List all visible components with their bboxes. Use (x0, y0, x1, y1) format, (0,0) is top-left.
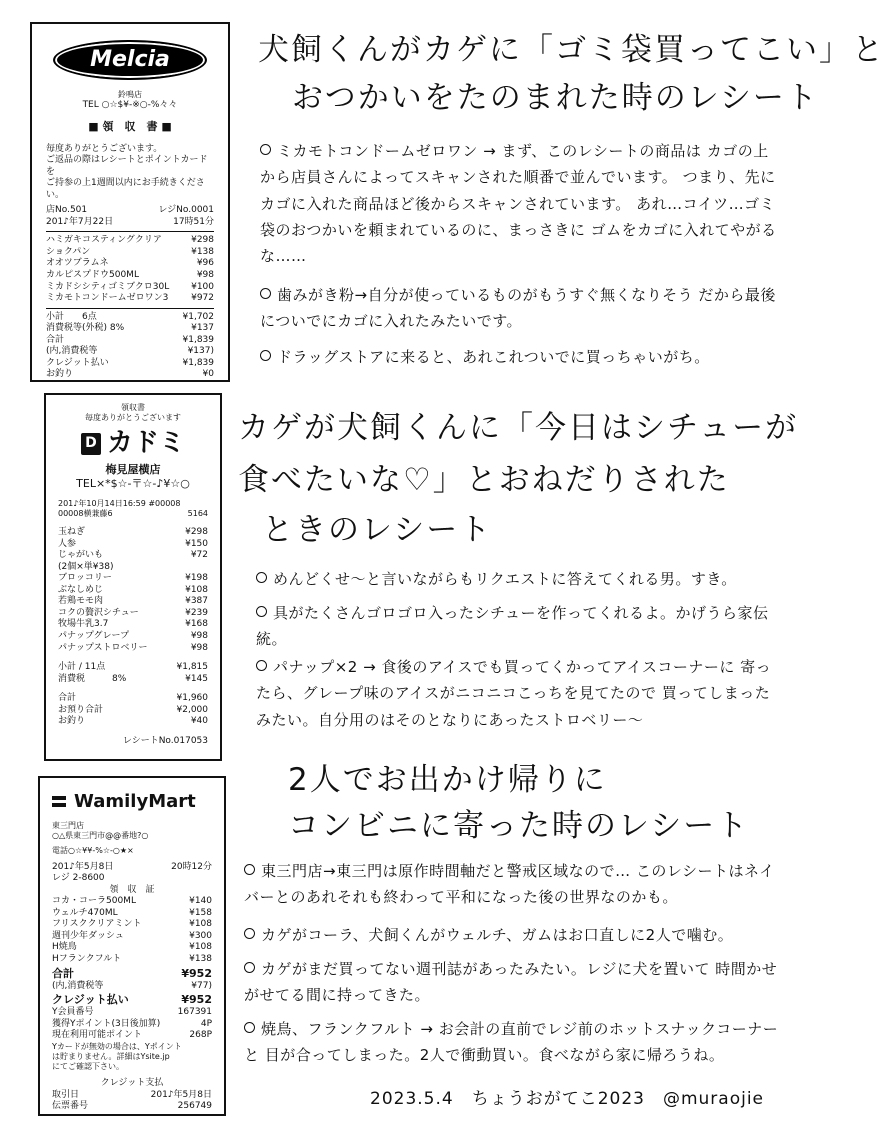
item-row (58, 562, 208, 574)
credit-detail-row (52, 1090, 212, 1102)
item-row-name: フリスククリアミント (52, 919, 142, 930)
item-row-name: コカ・コーラ500ML (52, 896, 136, 907)
branch: 梅見屋横店 (105, 462, 161, 476)
thanks-message: 毎度ありがとうございます (85, 413, 181, 423)
total-row-price: ¥1,702 (182, 311, 214, 322)
item-row-price: ¥150 (185, 538, 208, 549)
date-row: 201♪年5月8日 20時12分 (52, 861, 212, 872)
total-row-name: クレジット払い (46, 357, 109, 368)
item-row-name: 若鶏モモ肉 (58, 596, 104, 607)
item-row (46, 235, 214, 247)
points-list (52, 1007, 212, 1042)
wamily-stripes-icon (52, 796, 66, 807)
cashier-row: 00008横兼藤6 5164 (58, 509, 208, 519)
total-row (58, 716, 208, 728)
point-row (52, 1007, 212, 1019)
item-row (58, 527, 208, 539)
item-row-price: ¥98 (190, 631, 208, 641)
item-row-price: ¥138 (189, 953, 212, 964)
item-row-name: ブロッコリー (58, 573, 112, 584)
total-row (46, 346, 214, 358)
receipt-title: ■ 領 収 書 ■ (88, 119, 172, 133)
item-row (52, 908, 212, 920)
item-list (52, 896, 212, 965)
item-row (52, 896, 212, 908)
note-line: は貯まりません。詳細はYsite.jp (52, 1051, 170, 1061)
total-row-name: お釣り (58, 716, 86, 727)
kadomi-logo: D カドミ (58, 427, 208, 460)
section1-note-3: ドラッグストアに来ると、あれこれついでに買っちゃいがち。 (260, 344, 780, 370)
total-row (46, 358, 214, 370)
receipt-wamilymart (38, 776, 226, 1116)
section3-note-2: カゲがコーラ、犬飼くんがウェルチ、ガムはお口直しに2人で噛む。 (244, 922, 784, 948)
credit-row: クレジット払い ¥952 (52, 992, 212, 1006)
item-row-name: じゃがいも (58, 550, 104, 561)
total-row-name: 合計 (46, 334, 65, 345)
section1-heading-line2: おつかいをたのまれた時のレシート (292, 80, 819, 116)
item-row-price: ¥298 (191, 235, 214, 246)
section2-heading-line3: ときのレシート (262, 512, 493, 548)
section1-note-1: ミカモトコンドームゼロワン → まず、このレシートの商品は カゴの上から店員さんによってスキャンされた順番で並んでいます。 つまり、先にカゴに入れた商品ほど後からスキャンされています。 あれ…コイツ…ゴミ袋のおつかいを頼まれているのに、まっさきに ゴムをカゴに入れてやがるな…… (260, 142, 777, 265)
point-row-name: 現在利用可能ポイント (52, 1030, 143, 1041)
thanks-line: 毎度ありがとうございます。 (46, 143, 163, 154)
credit-detail-row-price: 256749 (177, 1101, 212, 1112)
register-no: レジ 2-8600 (52, 873, 105, 884)
tel: TEL ○☆$¥-※○-%々々 (82, 100, 178, 111)
total-row-name: お釣り (46, 369, 74, 380)
date-row: 201♪年7月22日 17時51分 (46, 216, 214, 227)
item-row-name: ミカモトコンドームゼロワン3 (46, 293, 169, 304)
item-row-name: H焼鳥 (52, 942, 77, 953)
total-row-name: お預り合計 (58, 704, 104, 715)
item-row (52, 954, 212, 966)
item-row-name: ショクパン (46, 246, 91, 257)
item-row-name: ミカドシシティゴミブクロ30L (46, 281, 170, 292)
item-row-name: 牧場牛乳3.7 (58, 619, 109, 630)
item-row (58, 573, 208, 585)
credit-details (52, 1090, 212, 1113)
thanks-line: ご持参の上1週間以内にお手続きください。 (46, 178, 205, 200)
section3-heading-line1: 2人でお出かけ帰りに (288, 762, 607, 798)
item-row (46, 293, 214, 305)
item-row (52, 942, 212, 954)
item-row-name: 玉ねぎ (58, 527, 86, 538)
item-row (46, 270, 214, 282)
total-row: 合計 ¥952 (52, 967, 212, 981)
item-row-price: ¥96 (196, 258, 214, 269)
item-row-name: ハミガキコスティングクリア (46, 235, 162, 246)
point-row (52, 1030, 212, 1042)
item-row-price: ¥72 (190, 550, 208, 561)
section3-heading-line2: コンビニに寄った時のレシート (288, 808, 750, 844)
item-row-name: パナップストロベリー (58, 642, 148, 653)
total-row-price: ¥0 (202, 369, 214, 380)
total-row-price: ¥137 (191, 323, 214, 334)
total-row (58, 693, 208, 705)
item-row-price: ¥108 (189, 942, 212, 953)
item-row-price: ¥300 (189, 930, 212, 941)
section3-note-3: カゲがまだ買ってない週刊誌があったみたい。レジに犬を置いて 時間かせがせてる間に持ってきた。 (244, 960, 778, 1005)
item-row-price: ¥100 (191, 281, 214, 292)
total-row (46, 312, 214, 324)
item-list (46, 235, 214, 304)
point-row-name: Y会員番号 (52, 1007, 94, 1018)
section2-note-2: 具がたくさんゴロゴロ入ったシチューを作ってくれるよ。かげうら家伝統。 (256, 604, 769, 649)
item-row-price: ¥138 (191, 246, 214, 257)
melcia-logo: Melcia (53, 40, 207, 80)
wamilymart-logo: WamilyMart (52, 790, 212, 813)
item-list (58, 527, 208, 654)
item-row (46, 258, 214, 270)
section2-heading-line2: 食べたいな♡」とおねだりされた (238, 462, 730, 498)
section2-note-3: パナップ×2 → 食後のアイスでも買ってくかってアイスコーナーに 寄ったら、グレープ味のアイスがニコニコこっちを見てたので 買ってしまったみたい。自分用のはそのとなりにあったストロベリー〜 (256, 658, 772, 729)
total-row-name: 消費税等(外税) 8% (46, 323, 125, 334)
item-row-name: ぶなしめじ (58, 584, 104, 595)
item-row (58, 619, 208, 631)
total-row-price: ¥40 (190, 716, 208, 727)
item-row-name: (2個×単¥38) (58, 561, 114, 572)
total-row-name: (内,消費税等 (46, 346, 98, 357)
point-row (52, 1019, 212, 1031)
tel: 電話○☆¥¥-%☆-○★× (52, 845, 134, 855)
receipt-title: 領 収 証 (109, 884, 155, 895)
item-row-price: ¥168 (185, 619, 208, 630)
point-row-name: 獲得Yポイント(3日後加算) (52, 1018, 161, 1029)
receipt-number: レシートNo.017053 (122, 735, 208, 746)
item-row-name: ウェルチ470ML (52, 907, 118, 918)
item-row-price: ¥98 (190, 642, 208, 653)
total-row-name: 合計 (58, 693, 77, 704)
total-row (58, 705, 208, 717)
total-row-name: 小計 6点 (46, 311, 97, 322)
item-row (58, 585, 208, 597)
total-row-price: ¥1,839 (182, 334, 214, 345)
branch: 鈴鳴店 (118, 90, 142, 99)
section2-heading-line1: カゲが犬飼くんに「今日はシチューが (238, 410, 799, 446)
item-row-price: ¥108 (189, 919, 212, 930)
item-row-price: ¥158 (189, 907, 212, 918)
credit-detail-row-name: 取引日 (52, 1089, 80, 1100)
item-row-price: ¥387 (185, 596, 208, 607)
point-row-price: 4P (200, 1018, 212, 1029)
signature-footer: 2023.5.4 ちょうおがてこ2023 @muraojie (370, 1089, 765, 1109)
subtotal-row: 小計 / 11点 ¥1,815 (58, 662, 208, 673)
points-note (52, 1042, 212, 1073)
receipt-kadomi (44, 393, 222, 761)
total-row (46, 323, 214, 335)
item-row-name: Hフランクフルト (52, 953, 122, 964)
total-row (46, 369, 214, 381)
receipt-header: 領収書 (121, 403, 145, 412)
item-row (58, 643, 208, 655)
tel: TEL×*$☆-〒☆-♪¥☆○ (76, 476, 190, 490)
thanks-line: ご返品の際はレシートとポイントカードを (46, 155, 208, 177)
date-line: 201♪年10月14日16:59 #00008 (58, 498, 181, 508)
total-row-price: ¥2,000 (176, 704, 208, 715)
item-row (52, 919, 212, 931)
item-row-price: ¥140 (189, 896, 212, 907)
item-row-price: ¥98 (196, 269, 214, 280)
item-row (46, 282, 214, 294)
tax-row: 消費税 8% ¥145 (58, 673, 208, 684)
item-row-price: ¥239 (185, 607, 208, 618)
item-row-name: カルピスプドウ500ML (46, 269, 139, 280)
item-row-name: オオツブラムネ (46, 258, 109, 269)
store-register-row: 店No.501 レジNo.0001 (46, 205, 214, 216)
point-row-price: 268P (189, 1030, 212, 1041)
item-row (58, 550, 208, 562)
item-row-price: ¥198 (185, 573, 208, 584)
item-row (58, 608, 208, 620)
item-row-name: 人参 (58, 538, 77, 549)
total-row (46, 335, 214, 347)
item-row-name: 週刊少年ダッシュ (52, 930, 124, 941)
tax-row: (内,消費税等 ¥77) (52, 981, 212, 992)
item-row-price: ¥298 (185, 527, 208, 538)
address: ○△県東三門市@@番地?○ (52, 831, 149, 841)
section3-note-1: 東三門店→東三門は原作時間軸だと警戒区域なので… このレシートはネイバーとのあれそれも終わって平和になった後の世界なのかも。 (244, 862, 775, 907)
kadomi-mark-icon: D (81, 433, 101, 455)
item-row-name: コクの贅沢シチュー (58, 607, 139, 618)
section1-heading-line1: 犬飼くんがカゲに「ゴミ袋買ってこい」と (258, 32, 885, 68)
note-line: にてご確認下さい。 (52, 1062, 124, 1072)
credit-detail-row-price: 201♪年5月8日 (150, 1089, 212, 1100)
total-row-price: ¥1,839 (182, 357, 214, 368)
point-row-price: 167391 (177, 1007, 212, 1018)
note-line: Yカードが無効の場合は、Yポイント (52, 1041, 182, 1051)
item-row (52, 931, 212, 943)
item-row-name: パナップグレープ (58, 631, 130, 641)
totals-list (46, 312, 214, 381)
total-row-price: ¥137) (187, 346, 214, 357)
section2-note-1: めんどくせ〜と言いながらもリクエストに答えてくれる男。すき。 (256, 566, 781, 592)
total-row-price: ¥1,960 (176, 693, 208, 704)
item-row-price: ¥972 (191, 293, 214, 304)
branch: 東三門店 (52, 821, 84, 831)
item-row-price: ¥108 (185, 584, 208, 595)
item-row (46, 247, 214, 259)
item-row (58, 596, 208, 608)
section1-note-2: 歯みがき粉→自分が使っているものがもうすぐ無くなりそう だから最後についでにカゴに入れたみたいです。 (260, 286, 776, 331)
thanks-message (46, 144, 214, 202)
item-row (58, 539, 208, 551)
credit-detail-row-name: 伝票番号 (52, 1101, 89, 1112)
credit-title: クレジット支払 (100, 1078, 164, 1089)
totals-list (58, 693, 208, 728)
receipt-melcia (30, 22, 230, 382)
item-row (58, 631, 208, 643)
credit-detail-row (52, 1101, 212, 1113)
section3-note-4: 焼鳥、フランクフルト → お会計の直前でレジ前のホットスナックコーナーと 目が合ってしまった。2人で衝動買い。食べながら家に帰ろうね。 (244, 1020, 779, 1065)
